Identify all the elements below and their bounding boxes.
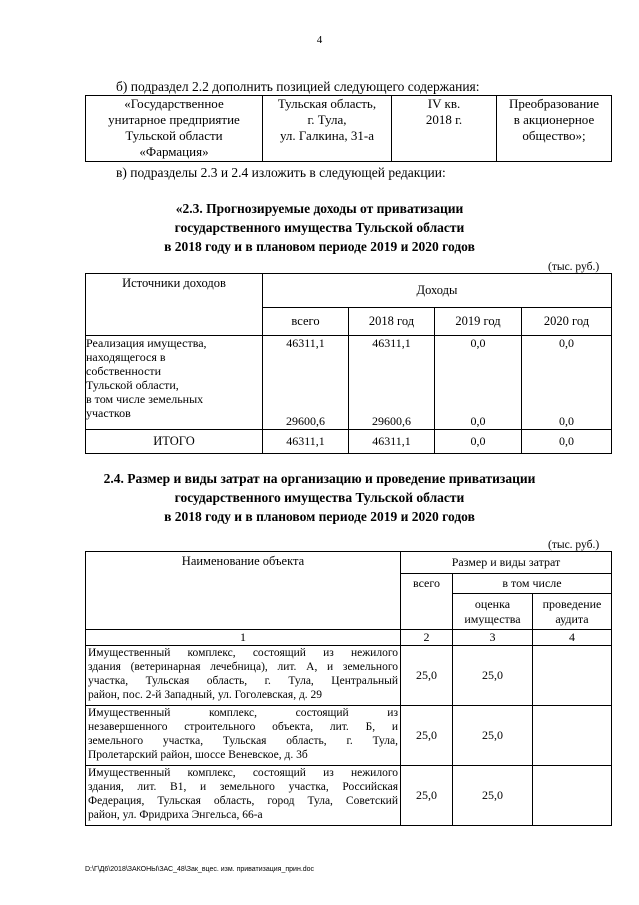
total-value: 46311,1 [349, 430, 435, 454]
cell-value: 0,0 [559, 336, 574, 350]
cell-value: 0,0 [470, 336, 486, 350]
cost-total: 25,0 [401, 766, 453, 826]
cost-audit [533, 766, 612, 826]
col-num: 1 [86, 630, 401, 646]
row-label-line: в том числе земельных [86, 392, 204, 406]
object-line: Имущественный комплекс, состоящий из нежилого [88, 767, 398, 779]
col-num: 3 [453, 630, 533, 646]
col-audit-line: аудита [555, 611, 589, 626]
object-description [86, 766, 401, 826]
page-number: 4 [316, 34, 323, 46]
col-income-header: Доходы [263, 274, 612, 308]
addition-table [85, 95, 612, 162]
addition-period-line: IV кв. [427, 96, 461, 111]
object-line: незавершенного строительного объекта, лит. Б, и [88, 721, 398, 733]
total-row [86, 430, 612, 454]
col-incl-header: в том числе [453, 574, 612, 594]
addition-row [86, 96, 612, 162]
row-label-line: собственности [86, 364, 162, 378]
object-line: Имущественный комплекс, состоящий из нежилого [88, 647, 398, 659]
cost-total: 25,0 [401, 646, 453, 706]
total-label: ИТОГО [86, 430, 263, 454]
total-value: 46311,1 [263, 430, 349, 454]
addition-name [86, 96, 263, 162]
table-row [86, 766, 612, 826]
footer-file-path: D:\Г\Д6\2018\ЗАКОНЫ\ЗАС_48\Зак_вцес. изм. приватизация_прин.doc [85, 866, 315, 873]
cell-value: 29600,6 [372, 414, 411, 428]
row-label [86, 336, 263, 430]
cell-value: 46311,1 [372, 336, 411, 350]
addition-method-line: в акционерное [513, 112, 595, 127]
section-v-intro: в) подразделы 2.3 и 2.4 изложить в следующей редакции: [116, 165, 446, 180]
object-line: Имущественный комплекс, состоящий из [88, 707, 398, 719]
s23-unit: (тыс. руб.) [548, 261, 600, 273]
cell-value: 29600,6 [286, 414, 325, 428]
col-name-label: Наименование объекта [181, 554, 305, 568]
addition-period-line: 2018 г. [425, 112, 463, 127]
s24-title-line: в 2018 году и в плановом периоде 2019 и 2020 годов [164, 509, 475, 524]
object-line: район, пос. 2-й Западный, ул. Гоголевская, д. 29 [88, 689, 323, 701]
row-label-line: участков [86, 406, 131, 420]
total-value: 0,0 [522, 430, 612, 454]
costs-table [85, 551, 612, 826]
col-audit-line: проведение [542, 596, 602, 611]
cell-value: 0,0 [559, 414, 574, 428]
col-audit-header [533, 594, 612, 630]
col-num: 4 [533, 630, 612, 646]
s24-unit: (тыс. руб.) [548, 539, 600, 551]
total-value: 0,0 [435, 430, 522, 454]
cell-2020 [522, 336, 612, 430]
s23-title-line: «2.3. Прогнозируемые доходы от приватизации [175, 201, 464, 216]
addition-method [497, 96, 612, 162]
object-line: Федерация, Тульская область, город Тула, Советский [88, 795, 398, 807]
addition-period [392, 96, 497, 162]
cost-audit [533, 646, 612, 706]
addition-name-line: «Государственное [124, 96, 224, 111]
addition-address-line: ул. Галкина, 31-а [279, 128, 375, 143]
table-row [86, 336, 612, 430]
addition-address [263, 96, 392, 162]
addition-address-line: г. Тула, [307, 112, 347, 127]
col-eval-line: имущества [464, 611, 521, 626]
col-eval-line: оценка [474, 596, 511, 611]
s24-title-line: государственного имущества Тульской области [174, 490, 465, 505]
object-description [86, 706, 401, 766]
addition-method-line: общество»; [522, 128, 586, 143]
cost-eval: 25,0 [453, 766, 533, 826]
sub-header-total: всего [263, 308, 349, 336]
cost-audit [533, 706, 612, 766]
table-row [86, 706, 612, 766]
s24-title [0, 469, 639, 526]
col-eval-header [453, 594, 533, 630]
s23-title [0, 199, 639, 256]
cost-eval: 25,0 [453, 706, 533, 766]
col-name-header [86, 552, 401, 630]
row-label-line: Тульской области, [86, 378, 179, 392]
cost-eval: 25,0 [453, 646, 533, 706]
row-label-line: находящегося в [86, 350, 166, 364]
s24-title-line: 2.4. Размер и виды затрат на организацию и проведение приватизации [103, 471, 536, 486]
cell-value: 0,0 [470, 414, 486, 428]
col-costs-header: Размер и виды затрат [401, 552, 612, 574]
section-b-intro: б) подраздел 2.2 дополнить позицией следующего содержания: [116, 79, 480, 94]
addition-method-line: Преобразование [508, 96, 600, 111]
object-line: здания (ветеринарная лечебница), лит. А, и земельного [88, 661, 398, 673]
row-label-line: Реализация имущества, [86, 336, 207, 350]
cost-total: 25,0 [401, 706, 453, 766]
object-line: район, ул. Фридриха Энгельса, 66-а [88, 809, 263, 821]
cell-total [263, 336, 349, 430]
addition-address-line: Тульская область, [277, 96, 377, 111]
col-source-header [86, 274, 263, 336]
addition-name-line: Тульской области [125, 128, 223, 143]
sub-header-2019: 2019 год [435, 308, 522, 336]
sub-header-2020: 2020 год [522, 308, 612, 336]
cell-2018 [349, 336, 435, 430]
col-total-label: всего [412, 576, 441, 590]
cell-value: 46311,1 [286, 336, 325, 350]
s23-title-line: государственного имущества Тульской области [174, 220, 465, 235]
object-line: Пролетарский район, шоссе Веневское, д. 3б [88, 749, 308, 761]
col-total-header [401, 574, 453, 630]
object-line: земельного участка, Тульская область, г. Тула, [88, 735, 398, 747]
sub-header-2018: 2018 год [349, 308, 435, 336]
s23-title-line: в 2018 году и в плановом периоде 2019 и 2020 годов [164, 239, 475, 254]
income-table [85, 273, 612, 454]
table-row [86, 646, 612, 706]
object-description [86, 646, 401, 706]
object-line: участка, Тульская область, г. Тула, Центральный [88, 675, 398, 687]
addition-name-line: унитарное предприятие [108, 112, 240, 127]
addition-name-line: «Фармация» [139, 144, 209, 159]
object-line: здания, лит. В1, и земельного участка, Российская [88, 781, 398, 793]
cell-2019 [435, 336, 522, 430]
col-source-label: Источники доходов [122, 276, 226, 290]
col-num: 2 [401, 630, 453, 646]
